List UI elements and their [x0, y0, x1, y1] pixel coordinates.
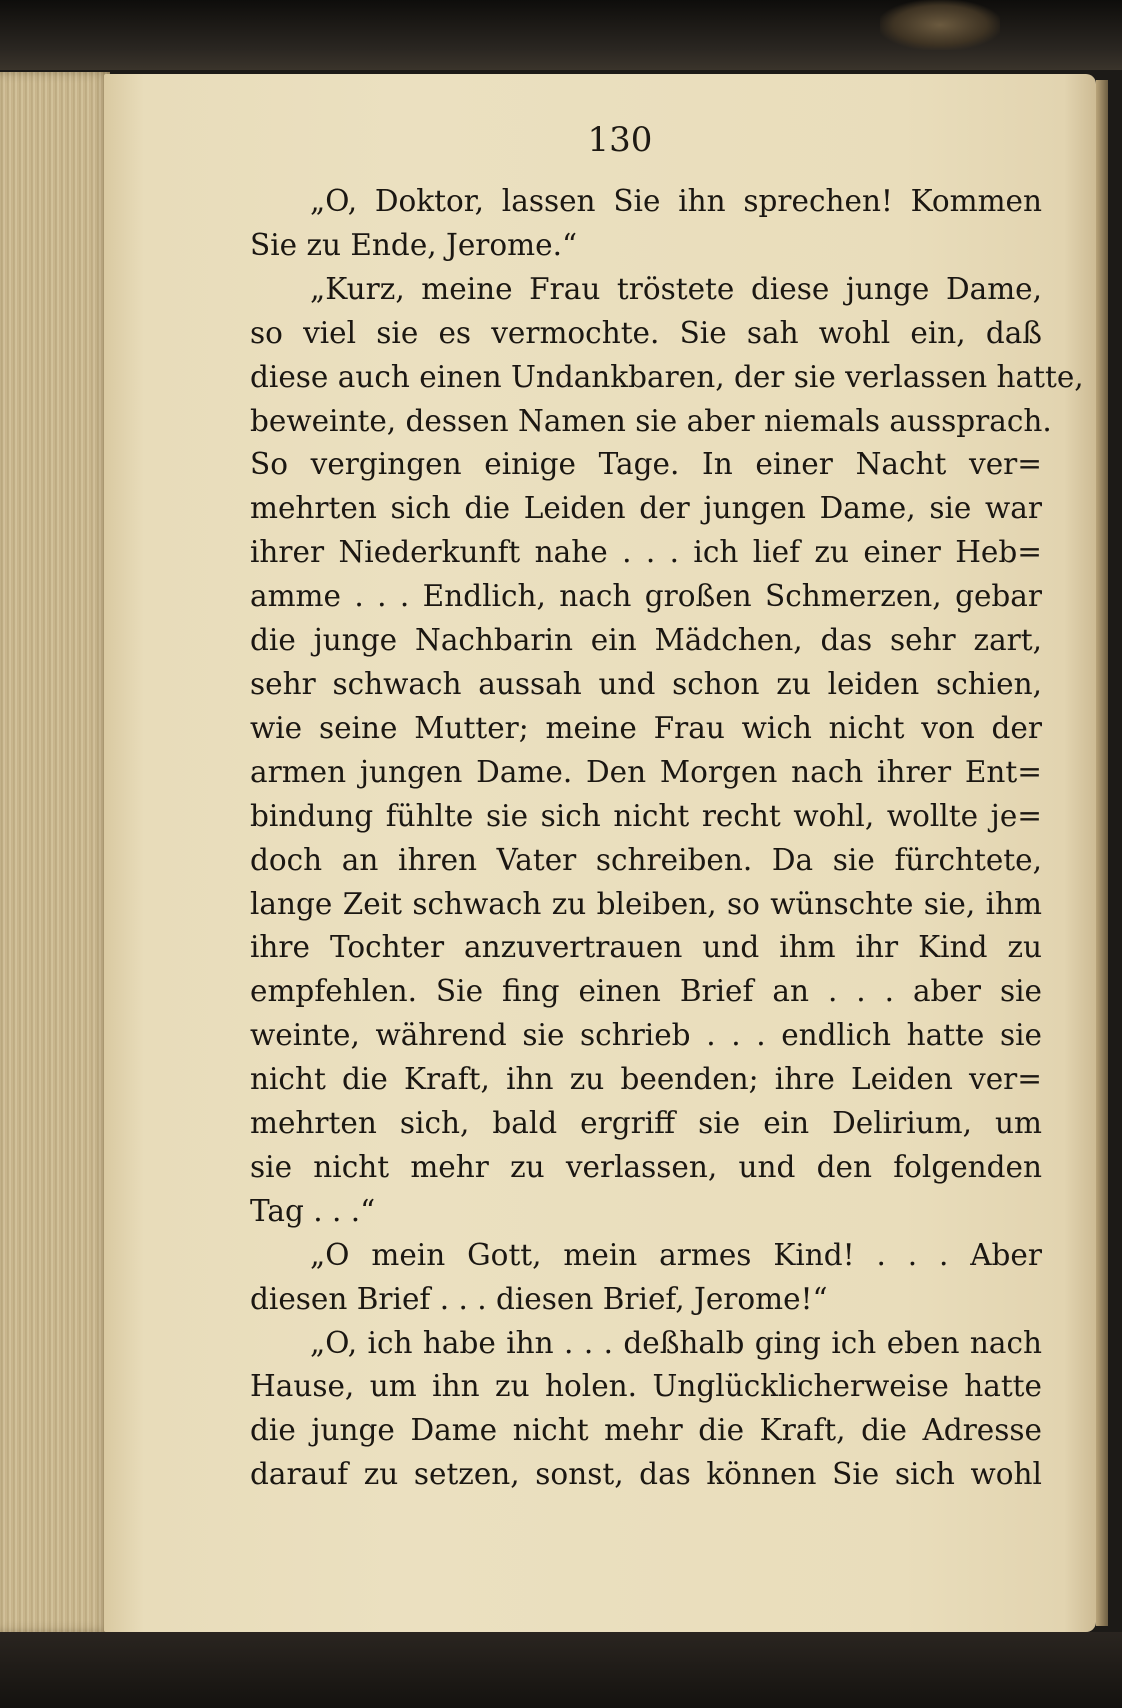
text-line: beweinte, dessen Namen sie aber niemals aussprach. [250, 403, 1052, 438]
text-line: „Kurz, meine Frau tröstete diese junge Dame, [310, 271, 1042, 306]
text-line: darauf zu setzen, sonst, das können Sie sich wohl [250, 1457, 1042, 1492]
text-line: mehrten sich die Leiden der jungen Dame, sie war [250, 491, 1042, 526]
text-line: „O, ich habe ihn . . . deßhalb ging ich eben nach [310, 1325, 1042, 1360]
text-line: „O mein Gott, mein armes Kind! . . . Aber [310, 1237, 1042, 1272]
text-line: wie seine Mutter; meine Frau wich nicht von der [250, 710, 1042, 745]
text-line: Tag . . .“ [250, 1193, 376, 1228]
text-line: lange Zeit schwach zu bleiben, so wünschte sie, ihm [250, 886, 1042, 921]
page-number: 130 [587, 120, 653, 160]
page-text [250, 180, 1084, 1497]
text-line: empfehlen. Sie fing einen Brief an . . . aber sie [250, 974, 1042, 1009]
text-line: ihre Tochter anzuvertrauen und ihm ihr Kind zu [250, 930, 1042, 965]
text-line: So vergingen einige Tage. In einer Nacht ver= [250, 447, 1042, 482]
text-line: „O, Doktor, lassen Sie ihn sprechen! Kommen [310, 184, 1042, 218]
page-edge-right [1096, 80, 1108, 1626]
text-line: diese auch einen Undankbaren, der sie verlassen hatte, [250, 359, 1084, 394]
text-line: armen jungen Dame. Den Morgen nach ihrer Ent= [250, 754, 1042, 789]
text-line: amme . . . Endlich, nach großen Schmerzen, gebar [250, 579, 1042, 614]
text-line: sie nicht mehr zu verlassen, und den folgenden [250, 1149, 1042, 1184]
binding-thread [880, 0, 1000, 50]
text-line: sehr schwach aussah und schon zu leiden schien, [250, 666, 1042, 701]
text-line: die junge Dame nicht mehr die Kraft, die Adresse [250, 1413, 1042, 1448]
text-line: Sie zu Ende, Jerome.“ [250, 227, 578, 262]
text-line: diesen Brief . . . diesen Brief, Jerome!“ [250, 1281, 828, 1316]
page-stack-left [0, 72, 110, 1632]
text-line: bindung fühlte sie sich nicht recht wohl, wollte je= [250, 798, 1042, 833]
book-cover-bottom [0, 1632, 1122, 1708]
text-line: so viel sie es vermochte. Sie sah wohl ein, daß [250, 315, 1042, 350]
text-line: Hause, um ihn zu holen. Unglücklicherweise hatte [250, 1369, 1042, 1404]
text-line: doch an ihren Vater schreiben. Da sie fürchtete, [250, 842, 1042, 877]
text-line: ihrer Niederkunft nahe . . . ich lief zu einer Heb= [250, 535, 1042, 570]
text-line: die junge Nachbarin ein Mädchen, das sehr zart, [250, 623, 1042, 658]
text-line: weinte, während sie schrieb . . . endlich hatte sie [250, 1018, 1042, 1053]
text-line: mehrten sich, bald ergriff sie ein Delirium, um [250, 1106, 1042, 1141]
text-line: nicht die Kraft, ihn zu beenden; ihre Leiden ver= [250, 1062, 1042, 1097]
